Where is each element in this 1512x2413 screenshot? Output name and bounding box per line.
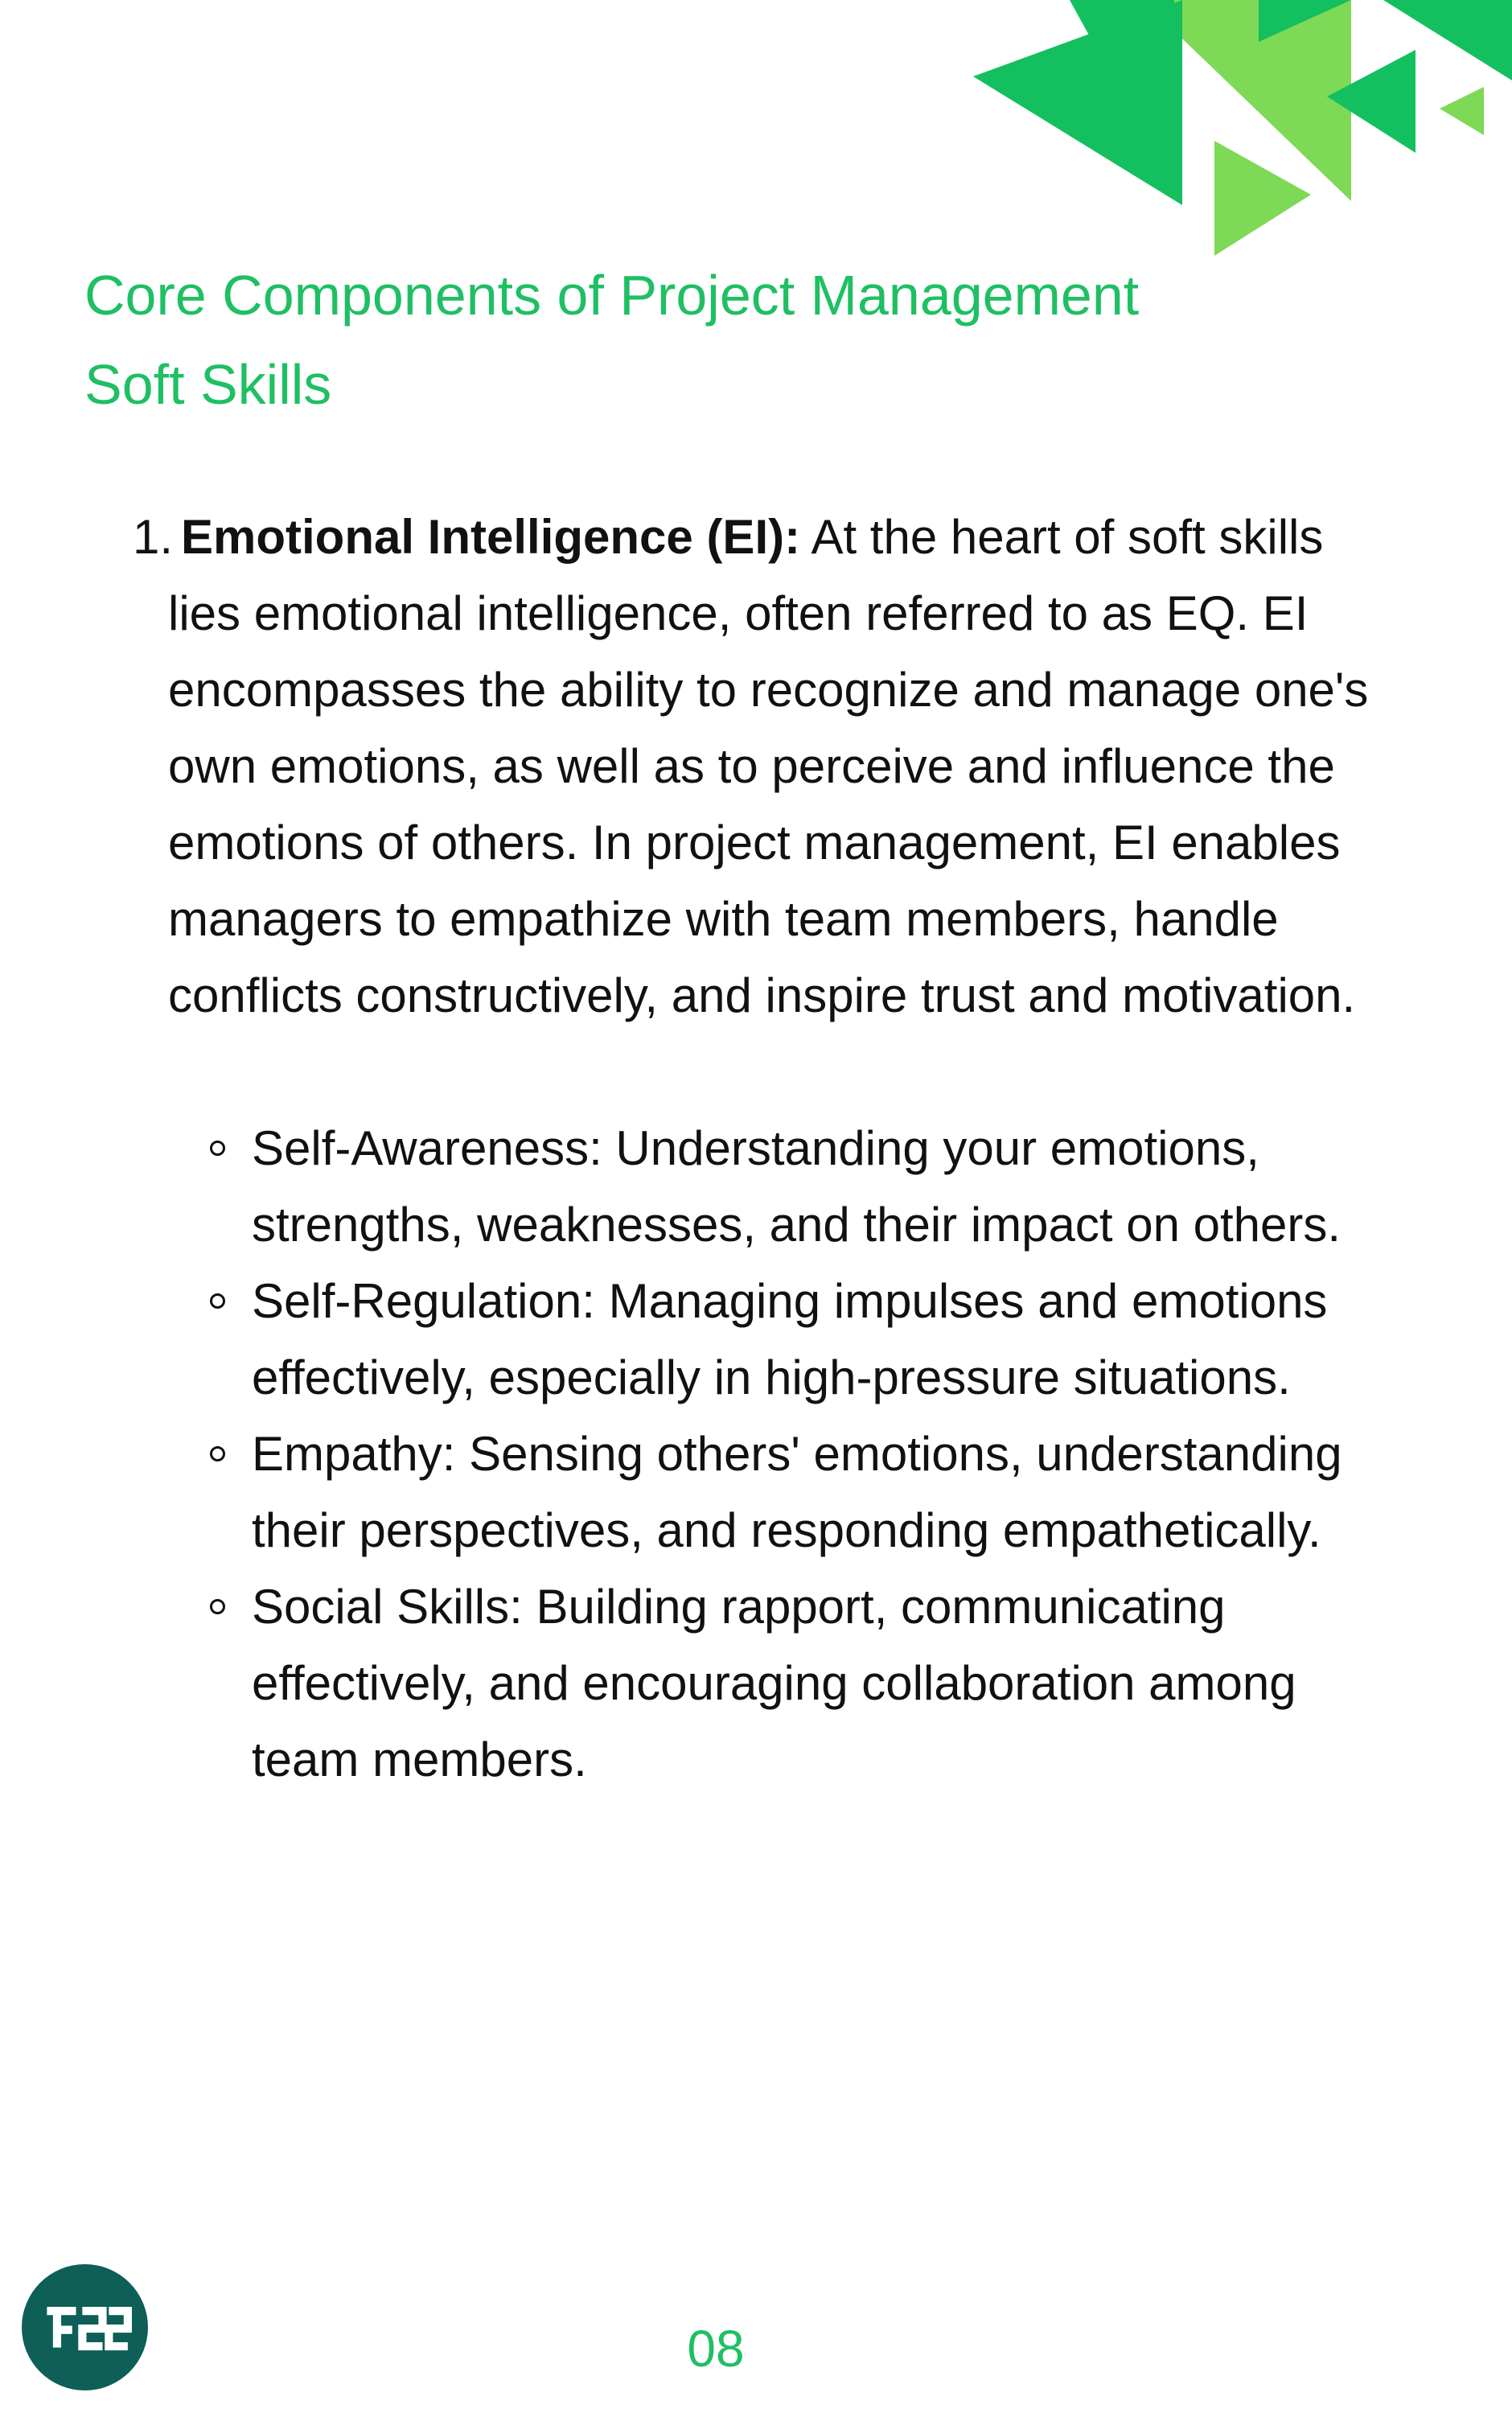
list-item-text: Self-Awareness: Understanding your emotions, strengths, weaknesses, and their impact on others. — [252, 1121, 1341, 1252]
page-title — [84, 251, 1371, 430]
page-title-line-2: Soft Skills — [84, 353, 332, 416]
list-item — [252, 1416, 1391, 1568]
list-item-text: Self-Regulation: Managing impulses and emotions effectively, especially in high-pressure situations. — [252, 1274, 1328, 1404]
green-triangles-graphic — [0, 0, 1512, 273]
components-list — [133, 499, 1391, 1798]
hollow-circle-bullet-icon — [210, 1141, 225, 1156]
hollow-circle-bullet-icon — [210, 1446, 225, 1461]
hollow-circle-bullet-icon — [210, 1293, 225, 1309]
list-item-emotional-intelligence — [133, 499, 1391, 1798]
triangle-shape — [1440, 87, 1484, 135]
list-item — [252, 1263, 1391, 1416]
term-label: Emotional Intelligence (EI): — [181, 510, 801, 564]
list-item — [252, 1110, 1391, 1263]
page-number: 08 — [687, 2320, 745, 2378]
list-number: 1. — [133, 510, 174, 564]
list-item — [252, 1568, 1391, 1798]
triangle-shape — [973, 0, 1182, 205]
emotional-intelligence-paragraph — [168, 499, 1391, 1034]
triangle-shape — [1214, 141, 1311, 256]
page-title-line-1: Core Components of Project Management — [84, 264, 1140, 327]
list-item-text: Social Skills: Building rapport, communicating effectively, and encouraging collaboration among team members. — [252, 1580, 1296, 1786]
list-item-text: Empathy: Sensing others' emotions, understanding their perspectives, and responding empathetically. — [252, 1427, 1342, 1557]
hollow-circle-bullet-icon — [210, 1599, 225, 1614]
term-description: At the heart of soft skills lies emotional intelligence, often referred to as EQ. EI encompasses the ability to recognize and manage one's own emotions, as well as to perceive and influence the emotions of others. In project management, EI enables managers to empathize with team members, handle conflicts constructively, and inspire trust and motivation. — [168, 510, 1369, 1022]
ei-subcomponents-list — [168, 1110, 1391, 1798]
fss-logo-icon — [22, 2264, 148, 2390]
